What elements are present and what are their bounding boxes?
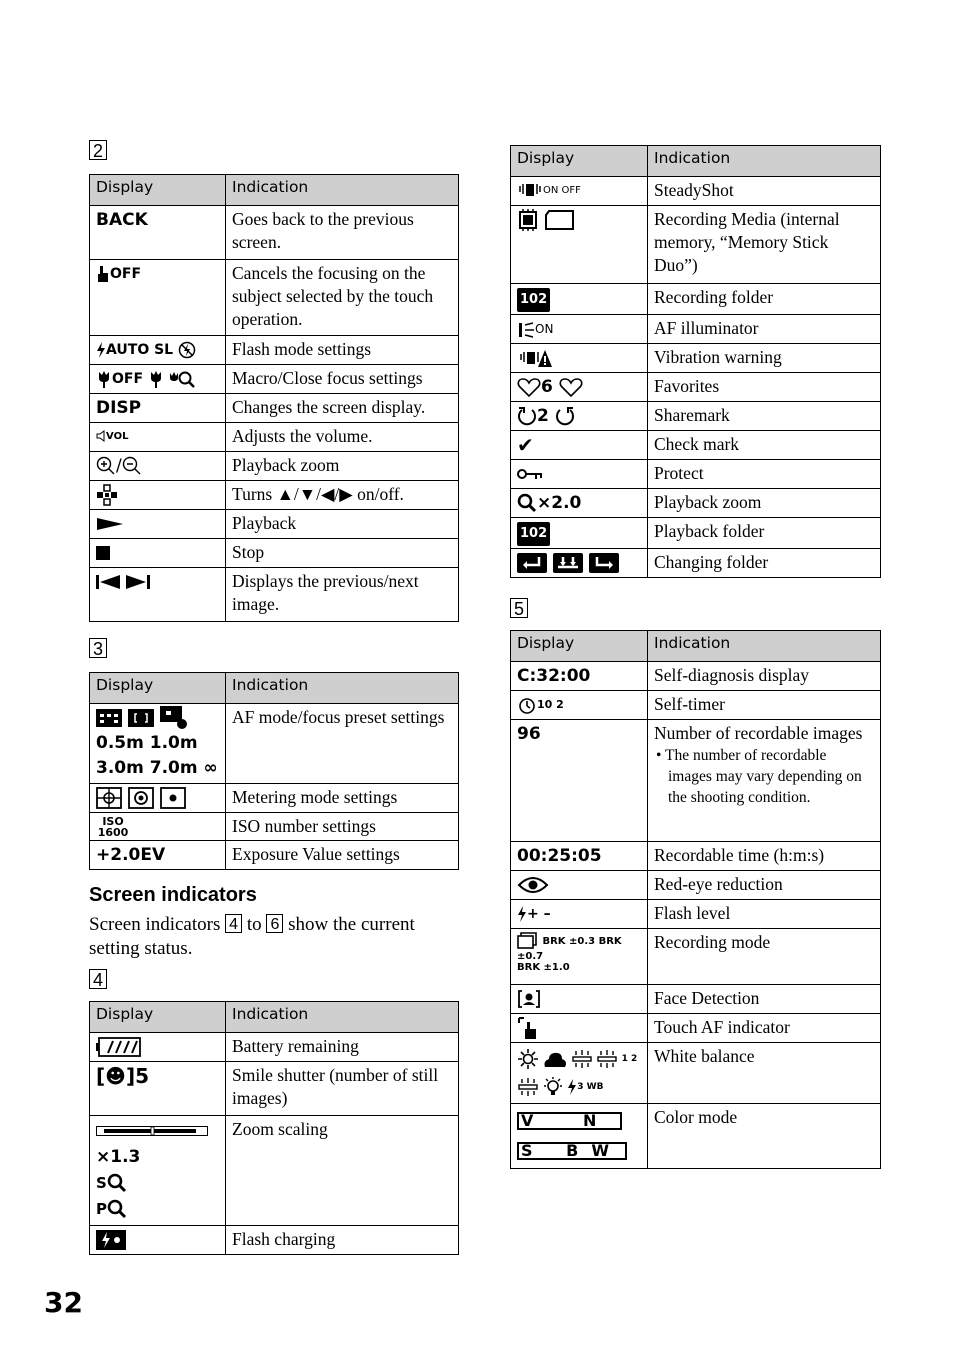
display-cell: 00:25:05 [511,842,648,871]
header-indication: Indication [226,175,459,206]
indication-cell: AF mode/focus preset settings [226,704,459,784]
table-row [90,784,459,813]
precision-zoom-label: P [96,1200,107,1218]
indication-cell: Vibration warning [648,344,881,373]
multi-metering-icon [96,787,122,809]
table-row [90,260,459,336]
section-number: 5 [510,598,528,618]
text-part: Screen indicators [89,914,221,935]
table-row [511,489,881,518]
folder-change-icon [553,553,583,573]
flash-wb-icon [567,1079,577,1095]
indication-text: Number of recordable images [654,723,863,743]
section-3-marker [89,638,459,660]
indication-cell: Displays the previous/next image. [226,568,459,622]
text-part: to [246,914,262,935]
display-text: + – [527,906,551,922]
header-display: Display [511,146,648,177]
zoom-in-icon [96,456,116,476]
table-row [90,394,459,423]
flash-icon [96,342,106,358]
precision-zoom-icon [107,1199,127,1219]
table-row [511,177,881,206]
touch-finger-icon [96,265,110,283]
display-cell [90,784,226,813]
section-4-table [89,1001,459,1255]
display-cell [511,344,648,373]
display-text: ON [535,322,554,336]
indication-cell: Battery remaining [226,1033,459,1062]
display-cell: C:32:00 [511,662,648,691]
display-cell [90,1033,226,1062]
section-4-marker [89,969,459,991]
display-text: / [116,456,122,476]
indication-cell: Self-timer [648,691,881,720]
next-icon [126,575,150,589]
indication-cell [648,720,881,842]
center-metering-icon [128,787,154,809]
display-cell [511,929,648,985]
table-row [511,344,881,373]
display-cell [511,691,648,720]
table-row [511,929,881,985]
display-cell [511,402,648,431]
section-ref-6: 6 [266,914,283,933]
fluorescent-icon [571,1049,593,1069]
table-header [511,146,881,177]
steadyshot-on-icon [517,180,543,200]
table-row [511,373,881,402]
bracket-labels-1: BRK ±0.3 BRK ±0.7 [517,936,622,962]
wb-labels-1: 1 2 [621,1054,638,1064]
indication-cell: Flash charging [226,1226,459,1255]
display-cell: +2.0EV [90,841,226,870]
indication-cell: Zoom scaling [226,1116,459,1226]
display-text: 6 [541,377,553,397]
header-display: Display [90,175,226,206]
table-header [90,673,459,704]
indication-cell: Playback folder [648,518,881,549]
table-row [90,481,459,510]
display-cell [511,206,648,284]
display-cell [511,489,648,518]
indication-cell: Flash mode settings [226,336,459,365]
indication-cell: Smile shutter (number of still images) [226,1062,459,1116]
display-cell: DISP [90,394,226,423]
table-row [511,206,881,284]
indication-cell: AF illuminator [648,315,881,344]
display-cell [511,1014,648,1043]
display-cell [90,539,226,568]
section-number: 2 [89,140,107,160]
header-display: Display [511,631,648,662]
display-cell [90,452,226,481]
left-column [89,140,459,1255]
table-row [511,1104,881,1169]
battery-icon [96,1037,142,1057]
display-cell [90,704,226,784]
table-row [511,284,881,315]
table-row [90,1226,459,1255]
page-number: 32 [44,1286,83,1319]
section-3-table [89,672,459,870]
color-mode-sepia-bw-icon: S BW [517,1142,627,1160]
table-row [511,871,881,900]
display-cell [511,177,648,206]
favorites-heart-icon [559,376,583,398]
flash-level-icon [517,906,527,922]
display-cell [511,871,648,900]
section-2-marker [89,140,459,162]
sharemark-icon [517,406,537,426]
table-row [511,1014,881,1043]
display-cell [511,518,648,549]
display-text: OFF [110,266,142,282]
indication-cell: Cancels the focusing on the subject selected by the touch operation. [226,260,459,336]
indication-cell: Face Detection [648,985,881,1014]
indication-cell: Metering mode settings [226,784,459,813]
cloudy-icon [542,1049,568,1069]
af-illuminator-icon [517,321,535,339]
burst-icon [517,931,539,951]
right-column [510,145,881,1169]
flash-charging-icon [96,1230,126,1250]
display-text: ON OFF [543,185,581,196]
incandescent-icon [542,1076,564,1098]
display-cell: ✔ [511,431,648,460]
vibration-warning-icon [517,347,553,369]
display-text: VOL [106,431,129,442]
wb-labels-2: 3 WB [577,1082,604,1092]
table-header [90,175,459,206]
playback-folder-icon: 102 [517,522,550,546]
touch-af-icon [160,706,188,730]
display-text: ISO 1600 [97,815,129,839]
table-row [90,539,459,568]
indication-cell: Favorites [648,373,881,402]
section-5-marker [510,598,881,620]
table-header [511,631,881,662]
self-timer-icon [517,695,537,715]
focus-distance-line-2: 3.0m 7.0m ∞ [96,758,218,778]
indication-cell: Protect [648,460,881,489]
folder-next-icon [589,553,619,573]
display-cell [511,373,648,402]
table-row [511,549,881,578]
display-cell [511,1104,648,1169]
indication-cell: Goes back to the previous screen. [226,206,459,260]
face-detection-icon [517,989,541,1009]
internal-memory-icon [517,209,539,231]
display-text: 10 2 [537,698,564,711]
multi-af-icon [96,709,122,727]
indication-cell: Self-diagnosis display [648,662,881,691]
favorites-heart-icon [517,376,541,398]
table-header [90,1002,459,1033]
folder-back-icon [517,553,547,573]
table-row [511,402,881,431]
bracket-labels-2: BRK ±1.0 [517,962,570,973]
table-row [90,568,459,622]
display-cell [511,284,648,315]
macro-icon [148,370,164,388]
display-cell: [☻]5 [90,1062,226,1116]
indication-cell: Touch AF indicator [648,1014,881,1043]
fluorescent-icon [517,1077,539,1097]
header-indication: Indication [648,146,881,177]
table-row [511,691,881,720]
top-right-table [510,145,881,578]
section-ref-4: 4 [225,914,242,933]
playback-zoom-icon [517,493,537,513]
table-row [90,423,459,452]
display-cell [511,549,648,578]
indication-cell: Red-eye reduction [648,871,881,900]
table-row [511,662,881,691]
memory-stick-icon [545,210,575,230]
daylight-icon [517,1048,539,1070]
previous-icon [96,575,120,589]
smart-zoom-label: S [96,1174,107,1192]
indication-cell: Recording mode [648,929,881,985]
table-row [90,365,459,394]
flash-off-icon [178,341,196,359]
zoom-bar-icon [96,1126,208,1136]
display-cell [90,481,226,510]
indication-cell: Adjusts the volume. [226,423,459,452]
display-cell [90,336,226,365]
indication-cell: Recordable time (h:m:s) [648,842,881,871]
table-row [90,206,459,260]
screen-indicators-text [89,913,459,961]
display-cell [511,985,648,1014]
header-display: Display [90,673,226,704]
section-2-table [89,174,459,622]
touch-af-indicator-icon [517,1016,541,1040]
play-icon [96,516,124,532]
table-row [90,1062,459,1116]
display-cell [90,423,226,452]
display-cell [90,260,226,336]
display-cell: 96 [511,720,648,842]
indication-cell: Sharemark [648,402,881,431]
display-cell [511,460,648,489]
red-eye-icon [517,875,549,895]
table-row [511,900,881,929]
indication-cell: Changes the screen display. [226,394,459,423]
stop-icon [96,546,110,560]
table-row [90,336,459,365]
display-cell [90,1116,226,1226]
speaker-icon [96,430,106,442]
display-text: 2 [537,406,549,426]
fluorescent-icon [596,1049,618,1069]
display-text: ×2.0 [537,493,582,513]
table-row [511,720,881,842]
header-indication: Indication [226,673,459,704]
table-row [90,452,459,481]
display-cell [90,1226,226,1255]
indication-cell: Turns ▲/▼/◀/▶ on/off. [226,481,459,510]
indication-cell: Exposure Value settings [226,841,459,870]
table-row [511,518,881,549]
header-display: Display [90,1002,226,1033]
display-text: AUTO SL [106,342,174,358]
indication-cell: Playback zoom [226,452,459,481]
indication-cell: Stop [226,539,459,568]
display-cell [90,813,226,841]
display-cell [511,1043,648,1104]
note-bullet: • The number of recordable images may vary depending on the shooting condition. [656,747,862,806]
table-row [90,1116,459,1226]
section-number: 3 [89,638,107,658]
spot-metering-icon [160,787,186,809]
header-indication: Indication [648,631,881,662]
table-row [90,704,459,784]
table-row [511,985,881,1014]
indication-cell: Flash level [648,900,881,929]
note-text: The number of recordable images may vary depending on the shooting condition. [665,747,862,806]
table-row [90,841,459,870]
indication-cell: Macro/Close focus settings [226,365,459,394]
indication-cell: Recording Media (internal memory, “Memory Stick Duo”) [648,206,881,284]
table-row [511,1043,881,1104]
indication-cell: Check mark [648,431,881,460]
indication-cell: Playback zoom [648,489,881,518]
display-cell [90,568,226,622]
sharemark-icon [555,406,575,426]
table-row [90,510,459,539]
header-indication: Indication [226,1002,459,1033]
indication-cell: SteadyShot [648,177,881,206]
display-cell [90,365,226,394]
section-number: 4 [89,969,107,989]
protect-key-icon [517,467,543,481]
indication-cell: Changing folder [648,549,881,578]
indication-cell: White balance [648,1043,881,1104]
section-5-table [510,630,881,1169]
zoom-scale-value: ×1.3 [96,1147,141,1167]
indication-cell: Recording folder [648,284,881,315]
close-focus-icon [169,370,195,388]
display-cell [511,900,648,929]
indication-cell: ISO number settings [226,813,459,841]
control-button-icon [96,484,118,506]
macro-tulip-icon [96,370,112,388]
display-cell [90,510,226,539]
screen-indicators-heading: Screen indicators [89,884,257,906]
center-af-icon [128,709,154,727]
display-cell [511,315,648,344]
recording-folder-icon: 102 [517,288,550,312]
table-row [90,813,459,841]
table-row [90,1033,459,1062]
display-text: OFF [112,371,144,387]
table-row [511,315,881,344]
display-cell: BACK [90,206,226,260]
table-row [511,460,881,489]
color-mode-vivid-icon: V N [517,1112,622,1130]
text-part: show the current setting status. [89,914,415,959]
table-row [511,431,881,460]
focus-distance-line-1: 0.5m 1.0m [96,733,198,753]
smart-zoom-icon [107,1173,127,1193]
indication-cell: Playback [226,510,459,539]
indication-cell: Color mode [648,1104,881,1169]
zoom-out-icon [122,456,142,476]
table-row [511,842,881,871]
